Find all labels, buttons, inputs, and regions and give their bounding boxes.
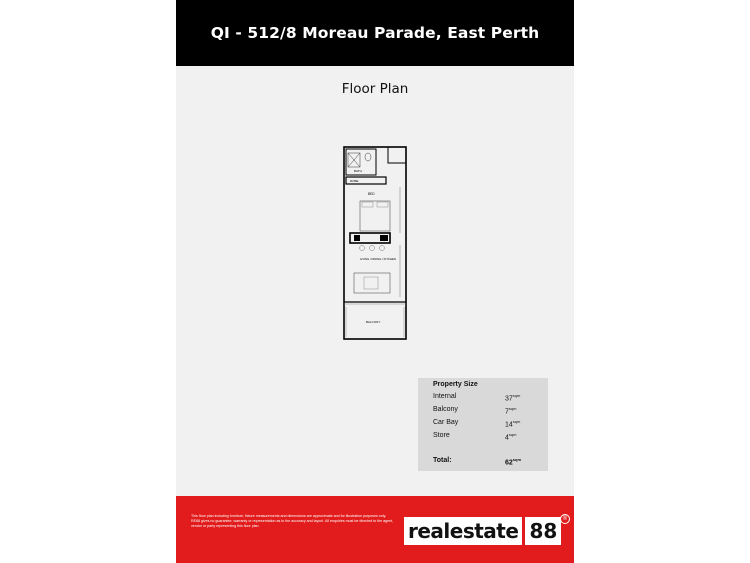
bath-label: BATH: [354, 169, 362, 173]
cooktop: [380, 235, 388, 241]
title-text: QI - 512/8 Moreau Parade, East Perth: [210, 24, 540, 42]
total-value: $62^{sqm}$: [505, 457, 522, 467]
living-label: LIVING / DINING / KITCHEN: [360, 257, 396, 261]
bed: [360, 201, 390, 231]
pillow: [377, 202, 388, 207]
registered-icon: ®: [560, 514, 570, 524]
stool: [380, 246, 385, 251]
page-title: [176, 0, 574, 66]
floor-plan-drawing: [340, 145, 412, 340]
row-label: Balcony: [433, 406, 458, 413]
robe-label: ROBE: [350, 179, 359, 183]
coffee-table: [364, 277, 378, 289]
floor-plan-heading: Floor Plan: [341, 81, 409, 97]
row-label: Store: [433, 432, 450, 439]
total-label: Total:: [433, 457, 452, 464]
logo-number: 88: [525, 517, 561, 545]
property-size-table: [418, 378, 548, 471]
property-size-heading: Property Size: [433, 381, 478, 388]
stool: [360, 246, 365, 251]
stool: [370, 246, 375, 251]
row-value: $7^{sqm}$: [505, 406, 517, 416]
row-value: $37^{sqm}$: [505, 393, 521, 403]
bed-label: BED: [368, 192, 375, 196]
sofa: [354, 273, 390, 293]
row-value: $4^{sqm}$: [505, 432, 517, 442]
toilet: [365, 153, 371, 161]
pillow: [362, 202, 373, 207]
logo-word: realestate: [404, 517, 522, 545]
row-label: Internal: [433, 393, 457, 400]
sink: [354, 235, 360, 241]
disclaimer-text: This floor plan including furniture, fixture measurements and dimensions are approximate and for illustration purposes only. RE88 gives no guarantee, warranty or representation as to the accuracy and layout. All enquiries must be directed to the agent, vendor or party representing this floor plan.: [191, 514, 394, 528]
entry-wall: [388, 147, 406, 163]
footer-banner: [176, 496, 574, 563]
realestate88-logo: [404, 517, 561, 545]
balcony-label: BALCONY: [366, 320, 381, 324]
row-label: Car Bay: [433, 419, 459, 426]
row-value: $14^{sqm}$: [505, 419, 521, 429]
